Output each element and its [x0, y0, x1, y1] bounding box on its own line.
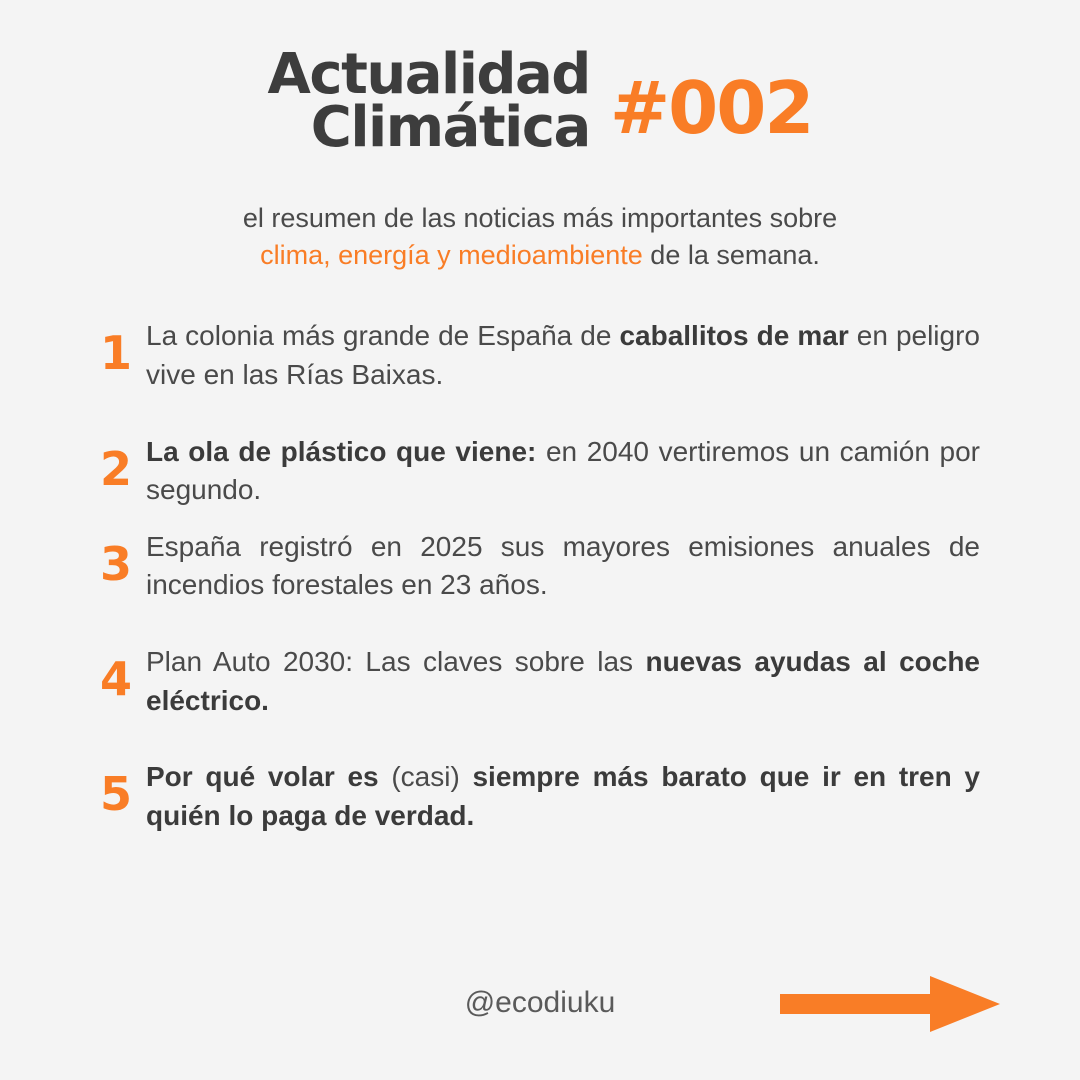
title-block: [267, 42, 813, 161]
list-item-text: Por qué volar es (casi) siempre más barato que ir en tren y quién lo paga de verdad.: [146, 761, 980, 831]
list-item-text: La ola de plástico que viene: en 2040 vertiremos un camión por segundo.: [146, 435, 980, 506]
subtitle: [0, 200, 1080, 273]
list-item-text: España registró en 2025 sus mayores emisiones anuales de incendios forestales en 23 años.: [146, 530, 980, 601]
arrow-right-icon[interactable]: [780, 976, 1000, 1032]
title-line-2: Climática: [310, 95, 590, 161]
account-handle: @ecodiuku: [464, 986, 616, 1019]
list-item: [100, 433, 980, 510]
list-item: [100, 317, 980, 394]
list-item-text: Plan Auto 2030: Las claves sobre las nuevas ayudas al coche eléctrico.: [146, 646, 981, 716]
poster-footer: [0, 968, 1080, 1038]
subtitle-part-2: de la semana.: [642, 239, 820, 270]
list-item: [100, 528, 980, 605]
title-lines: [267, 42, 590, 161]
issue-number: #002: [609, 66, 813, 150]
list-item: [100, 758, 980, 835]
list-item-text: La colonia más grande de España de caballitos de mar en peligro vive en las Rías Baixas.: [146, 320, 981, 390]
list-item-number: 3: [100, 536, 133, 591]
subtitle-part-1: el resumen de las noticias más importantes sobre: [242, 203, 838, 234]
poster-header: [0, 0, 1080, 161]
headline-list: [0, 317, 1080, 835]
subtitle-highlight: clima, energía y medioambiente: [260, 239, 643, 270]
title-line-1: Actualidad: [267, 42, 590, 107]
list-item-number: 2: [100, 441, 133, 496]
list-item-number: 4: [100, 652, 133, 706]
list-item-number: 1: [100, 326, 133, 381]
list-item: [100, 643, 980, 720]
list-item-number: 5: [100, 767, 133, 822]
